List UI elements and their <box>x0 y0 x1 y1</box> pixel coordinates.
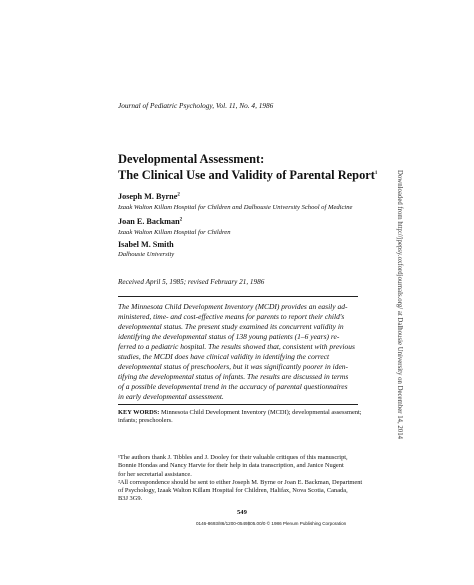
abstract-line: identifying the developmental status of 138 young patients (1–6 years) re- <box>118 332 340 341</box>
abstract-line: tifying the developmental status of infants. The results are discussed in terms <box>118 372 349 381</box>
abstract-top-rule <box>118 296 358 297</box>
author-name-2: Joan E. Backman$^2$ <box>118 217 183 226</box>
footnote-line: for her secretarial assistance. <box>118 470 192 478</box>
abstract-line: developmental status. The present study examined its concurrent validity in <box>118 322 344 331</box>
copyright-line: 0146-8693/86/1200-0549$05.00/0 © 1986 Plenum Publishing Corporation <box>196 521 347 526</box>
title-line-1: Developmental Assessment: <box>118 152 265 166</box>
footnote-line: ²All correspondence should be sent to either Joseph M. Byrne or Joan E. Backman, Department <box>118 478 363 486</box>
author-affiliation-2: Izaak Walton Killam Hospital for Children <box>118 229 231 236</box>
author-name-3: Isabel M. Smith <box>118 240 174 249</box>
abstract-line: developmental status of preschoolers, but it was significantly poorer in iden- <box>118 362 349 371</box>
download-watermark: Downloaded from http://jpepsy.oxfordjournals.org/ at Dalhousie University on December 14, 2014 <box>396 170 403 439</box>
abstract-line: ministered, time- and cost-effective means for parents to report their child's <box>118 312 345 321</box>
abstract-bottom-rule <box>118 404 358 405</box>
journal-citation: Journal of Pediatric Psychology, Vol. 11, No. 4, 1986 <box>118 101 274 110</box>
footnote-line: Bonnie Hondas and Nancy Harvie for their help in data transcription, and Janice Nugent <box>118 462 344 470</box>
abstract <box>118 302 368 402</box>
abstract-line: studies, the MCDI does have clinical validity in identifying the correct <box>118 352 330 361</box>
abstract-line: of a possible developmental trend in the accuracy of parental questionnaires <box>118 382 348 391</box>
title-line-2: The Clinical Use and Validity of Parental Report$^1$ <box>118 168 378 182</box>
footnote-line: of Psychology, Izaak Walton Killam Hospital for Children, Halifax, Nova Scotia, Canada, <box>118 487 348 495</box>
abstract-line: ferred to a pediatric hospital. The results showed that, consistent with previous <box>118 342 355 351</box>
keywords-label: KEY WORDS: <box>118 409 160 416</box>
keywords-line-2: infants; preschoolers. <box>118 417 173 424</box>
footnotes <box>118 454 368 504</box>
title-footnote-marker: 1 <box>374 170 378 176</box>
author-affiliation-1: Izaak Walton Killam Hospital for Children and Dalhousie University School of Medicine <box>118 204 353 211</box>
abstract-line: in early developmental assessment. <box>118 392 224 401</box>
keywords-line-1: Minnesota Child Development Inventory (MCDI); developmental assessment; <box>160 409 362 416</box>
author-affiliation-3: Dalhousie University <box>118 251 175 258</box>
footnote-line: B3J 3G9. <box>118 495 143 503</box>
keywords <box>118 409 368 425</box>
abstract-line: The Minnesota Child Development Inventory (MCDI) provides an easily ad- <box>118 302 348 311</box>
page-number: 549 <box>237 509 247 516</box>
received-dates: Received April 5, 1985; revised February 21, 1986 <box>118 278 265 286</box>
footnote-line: ¹The authors thank J. Tibbles and J. Dooley for their valuable critiques of this manuscript, <box>118 454 348 461</box>
author-name-1: Joseph M. Byrne$^2$ <box>118 192 180 201</box>
article-title <box>118 151 438 183</box>
